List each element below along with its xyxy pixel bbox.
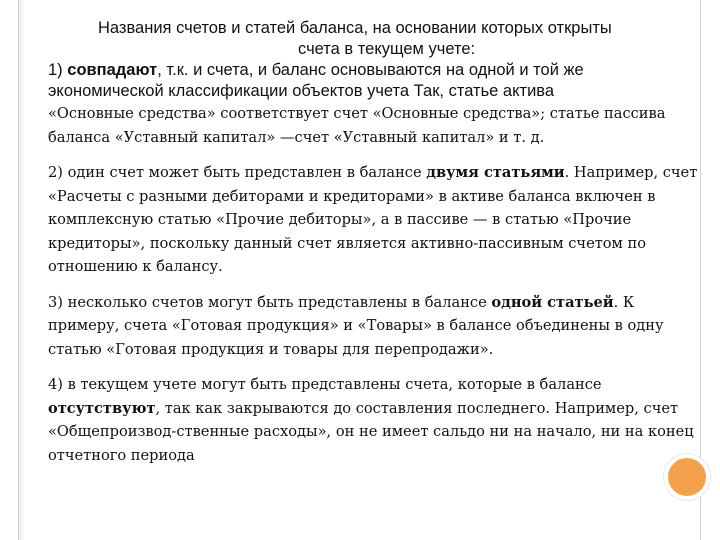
item-1-rest: , т.к. и счета, и баланс основываются на одной и той же экономической классификации объектов учета Так, статье актива xyxy=(48,61,584,100)
item-4-bold: отсутствуют xyxy=(48,399,156,417)
item-3-rest: . К примеру, счета «Готовая продукция» и «Товары» в балансе объединены в одну статью «Готовая продукция и товары для перепродажи». xyxy=(48,293,664,358)
item-1-intro xyxy=(48,60,698,102)
heading-line-1: Названия счетов и статей баланса, на основании которых открыты xyxy=(98,19,612,37)
heading-line-2: счета в текущем учете: xyxy=(298,40,476,58)
slide-body xyxy=(48,18,698,467)
item-3-prefix: 3) несколько счетов могут быть представлены в балансе xyxy=(48,293,492,311)
item-2-rest: . Например, счет «Расчеты с разными дебиторами и кредиторами» в активе баланса включен в комплексную статью «Прочие дебиторы», а в пассиве — в статью «Прочие кредиторы», поскольку данный счет является активно-пассивным счетом по отношению к балансу. xyxy=(48,164,698,275)
item-4 xyxy=(48,373,698,467)
item-2-prefix: 2) один счет может быть представлен в балансе xyxy=(48,164,427,181)
item-1-bold: совпадают xyxy=(67,61,158,79)
item-2 xyxy=(48,161,698,279)
item-1 xyxy=(48,60,698,149)
item-1-example: «Основные средства» соответствует счет «Основные средства»; статье пассива баланса «Уставный капитал» —счет «Уставный капитал» и т. д. xyxy=(48,105,666,146)
item-2-bold: двумя статьями xyxy=(426,164,565,181)
item-4-prefix: 4) в текущем учете могут быть представлены счета, которые в балансе xyxy=(48,376,602,393)
item-4-rest: , так как закрываются до составления последнего. Например, счет «Общепроизвод-ственные расходы», он не имеет сальдо ни на начало, ни на конец отчетного периода xyxy=(48,399,694,464)
item-1-prefix: 1) xyxy=(48,61,68,79)
item-3-bold: одной статьей xyxy=(491,293,614,311)
item-3 xyxy=(48,291,698,362)
decorative-circle xyxy=(664,454,710,500)
slide-frame-shadow xyxy=(19,0,25,540)
